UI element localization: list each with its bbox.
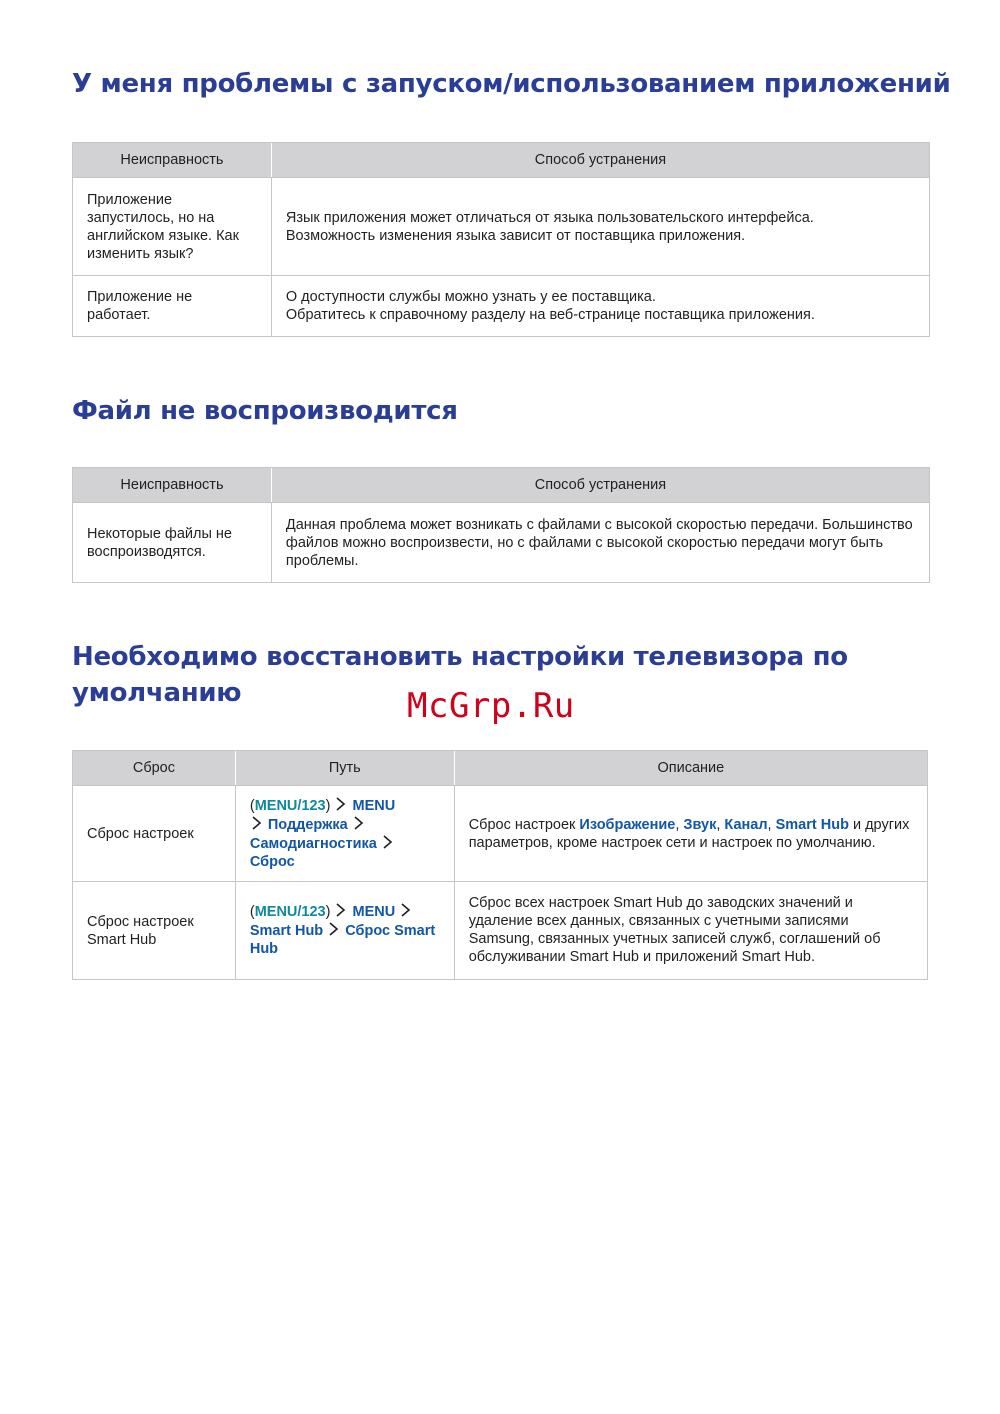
- desc-item-channel: Канал: [724, 816, 768, 833]
- file-not-playing-table: [72, 467, 930, 583]
- solution-cell: [271, 178, 929, 276]
- problem-cell: Приложение не работает.: [73, 276, 272, 337]
- solution-line: Обратитесь к справочному разделу на веб-странице поставщика приложения.: [285, 307, 815, 323]
- chevron-right-icon: [381, 834, 395, 850]
- remote-key-label: MENU/123: [254, 904, 326, 920]
- reset-name-cell: Сброс настроек Smart Hub: [73, 882, 236, 980]
- section-title-file-not-playing: Файл не воспроизводится: [72, 396, 458, 426]
- table-row: [73, 178, 930, 276]
- column-header: Неисправность: [73, 468, 272, 503]
- path-close-paren: ): [325, 798, 331, 814]
- desc-item-sound: Звук: [683, 816, 717, 833]
- reset-name-cell: Сброс настроек: [73, 786, 236, 882]
- solution-cell: [271, 276, 929, 337]
- section-title-app-problems: У меня проблемы с запуском/использованием приложений: [72, 69, 951, 99]
- column-header: Сброс: [73, 751, 236, 786]
- menu-path-cell: [235, 882, 454, 980]
- remote-key-label: MENU/123: [254, 798, 326, 814]
- path-open-paren: (: [249, 798, 255, 814]
- path-step-menu[interactable]: MENU: [352, 904, 396, 920]
- path-close-paren: ): [325, 904, 331, 920]
- solution-cell: [271, 503, 929, 583]
- chevron-right-icon: [250, 815, 264, 831]
- chevron-right-icon: [334, 902, 348, 918]
- column-header: Неисправность: [73, 143, 272, 178]
- desc-item-picture: Изображение: [579, 816, 676, 833]
- section-title-reset-settings: Необходимо восстановить настройки телевизора по умолчанию: [72, 642, 848, 708]
- solution-line: Язык приложения может отличаться от языка пользовательского интерфейса.: [285, 209, 814, 226]
- desc-separator: ,: [767, 816, 776, 833]
- solution-line: О доступности службы можно узнать у ее поставщика.: [285, 289, 656, 305]
- path-step-smart-hub[interactable]: Smart Hub: [249, 923, 324, 939]
- chevron-right-icon: [352, 815, 366, 831]
- desc-suffix: и других параметров, кроме настроек сети и настроек по умолчанию.: [468, 816, 910, 851]
- table-row: [73, 786, 928, 882]
- desc-prefix: Сброс настроек: [468, 816, 580, 833]
- path-step-menu[interactable]: MENU: [352, 798, 396, 814]
- description-cell: Сброс всех настроек Smart Hub до заводских значений и удаление всех данных, связанных с учетными записями Samsung, связанных учетных записей служб, соглашений об обслуживании Smart Hub и приложений Smart Hub.: [454, 882, 927, 980]
- table-row: [73, 882, 928, 980]
- solution-line: Возможность изменения языка зависит от поставщика приложения.: [285, 227, 746, 244]
- desc-separator: ,: [716, 816, 725, 833]
- solution-text: Данная проблема может возникать с файлами с высокой скоростью передачи. Большинство файлов можно воспроизвести, но с файлами с высокой скоростью передачи могут быть проблемы.: [285, 516, 913, 569]
- path-step-reset-smart-hub[interactable]: Сброс Smart Hub: [249, 923, 436, 957]
- problem-cell: Некоторые файлы не воспроизводятся.: [73, 503, 272, 583]
- reset-table: [72, 750, 928, 980]
- problem-cell: Приложение запустилось, но на английском языке. Как изменить язык?: [73, 178, 272, 276]
- description-cell: [454, 786, 927, 882]
- chevron-right-icon: [327, 921, 341, 937]
- table-row: [73, 276, 930, 337]
- column-header: Описание: [454, 751, 927, 786]
- table-header-row: [73, 143, 930, 178]
- chevron-right-icon: [334, 796, 348, 812]
- app-problems-table: [72, 142, 930, 337]
- watermark: McGrp.Ru: [407, 686, 575, 726]
- desc-item-smart-hub: Smart Hub: [775, 816, 849, 833]
- menu-path-cell: [235, 786, 454, 882]
- path-step-support[interactable]: Поддержка: [267, 817, 348, 833]
- table-header-row: [73, 468, 930, 503]
- path-step-reset[interactable]: Сброс: [249, 854, 295, 870]
- column-header: Способ устранения: [271, 468, 929, 503]
- table-row: [73, 503, 930, 583]
- path-step-self-diagnosis[interactable]: Самодиагностика: [249, 836, 377, 852]
- chevron-right-icon: [399, 902, 413, 918]
- table-header-row: [73, 751, 928, 786]
- desc-separator: ,: [675, 816, 684, 833]
- path-open-paren: (: [249, 904, 255, 920]
- column-header: Путь: [235, 751, 454, 786]
- column-header: Способ устранения: [271, 143, 929, 178]
